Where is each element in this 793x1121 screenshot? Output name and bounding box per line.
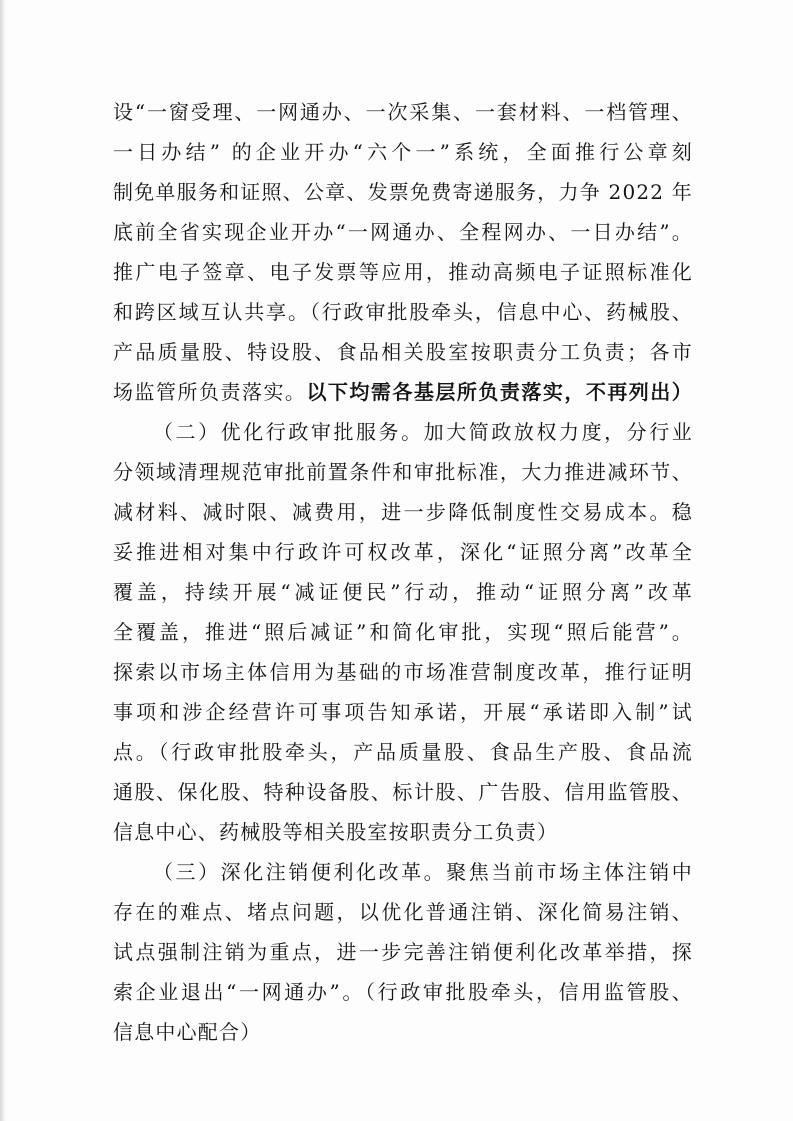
- text-line: 信息中心、药械股等相关股室按职责分工负责）: [113, 820, 559, 844]
- text-line: 减材料、减时限、减费用，进一步降低制度性交易成本。稳: [113, 500, 693, 524]
- text-line: 覆盖，持续开展“减证便民”行动，推动“证照分离”改革: [113, 580, 693, 604]
- paragraph-p2: [113, 412, 693, 852]
- paragraph-p1: [113, 92, 693, 412]
- document-body: [113, 92, 693, 1052]
- paragraph-p3: [113, 852, 693, 1052]
- text-line: 事项和涉企经营许可事项告知承诺，开展“承诺即入制”试: [113, 700, 693, 724]
- text-line-mixed: [113, 372, 693, 412]
- text-line: 产品质量股、特设股、食品相关股室按职责分工负责；各市: [113, 340, 693, 364]
- text-line: 全覆盖，推进“照后减证”和简化审批，实现“照后能营”。: [113, 620, 693, 644]
- text-line: 索企业退出“一网通办”。（行政审批股牵头，信用监管股、: [113, 980, 693, 1004]
- text-line: （二）优化行政审批服务。加大简政放权力度，分行业: [153, 420, 693, 444]
- text-line: 一日办结” 的企业开办“六个一”系统，全面推行公章刻: [113, 140, 693, 164]
- text-line: （三）深化注销便利化改革。聚焦当前市场主体注销中: [153, 860, 693, 884]
- text-line: 试点强制注销为重点，进一步完善注销便利化改革举措，探: [113, 940, 693, 964]
- text-line: 存在的难点、堵点问题，以优化普通注销、深化简易注销、: [113, 900, 693, 924]
- text-line: 制免单服务和证照、公章、发票免费寄递服务，力争 2022 年: [113, 180, 693, 204]
- text-line: 分领域清理规范审批前置条件和审批标准，大力推进减环节、: [113, 460, 693, 484]
- text-line: 推广电子签章、电子发票等应用，推动高频电子证照标准化: [113, 260, 693, 284]
- text-line: 点。（行政审批股牵头，产品质量股、食品生产股、食品流: [113, 740, 693, 764]
- text-line: 信息中心配合）: [113, 1020, 262, 1044]
- text-line: 探索以市场主体信用为基础的市场准营制度改革，推行证明: [113, 660, 693, 684]
- text-line: 设“一窗受理、一网通办、一次采集、一套材料、一档管理、: [113, 100, 693, 124]
- text-line: 通股、保化股、特种设备股、标计股、广告股、信用监管股、: [113, 780, 693, 804]
- text-line: 底前全省实现企业开办“一网通办、全程网办、一日办结”。: [113, 220, 693, 244]
- text-line: 妥推进相对集中行政许可权改革，深化“证照分离”改革全: [113, 540, 693, 564]
- scan-edge-shadow: [0, 0, 6, 1121]
- text-normal-segment: 场监管所负责落实。: [113, 380, 307, 404]
- text-bold-segment: 以下均需各基层所负责落实，不再列出）: [306, 380, 693, 404]
- text-line: 和跨区域互认共享。（行政审批股牵头，信息中心、药械股、: [113, 300, 693, 324]
